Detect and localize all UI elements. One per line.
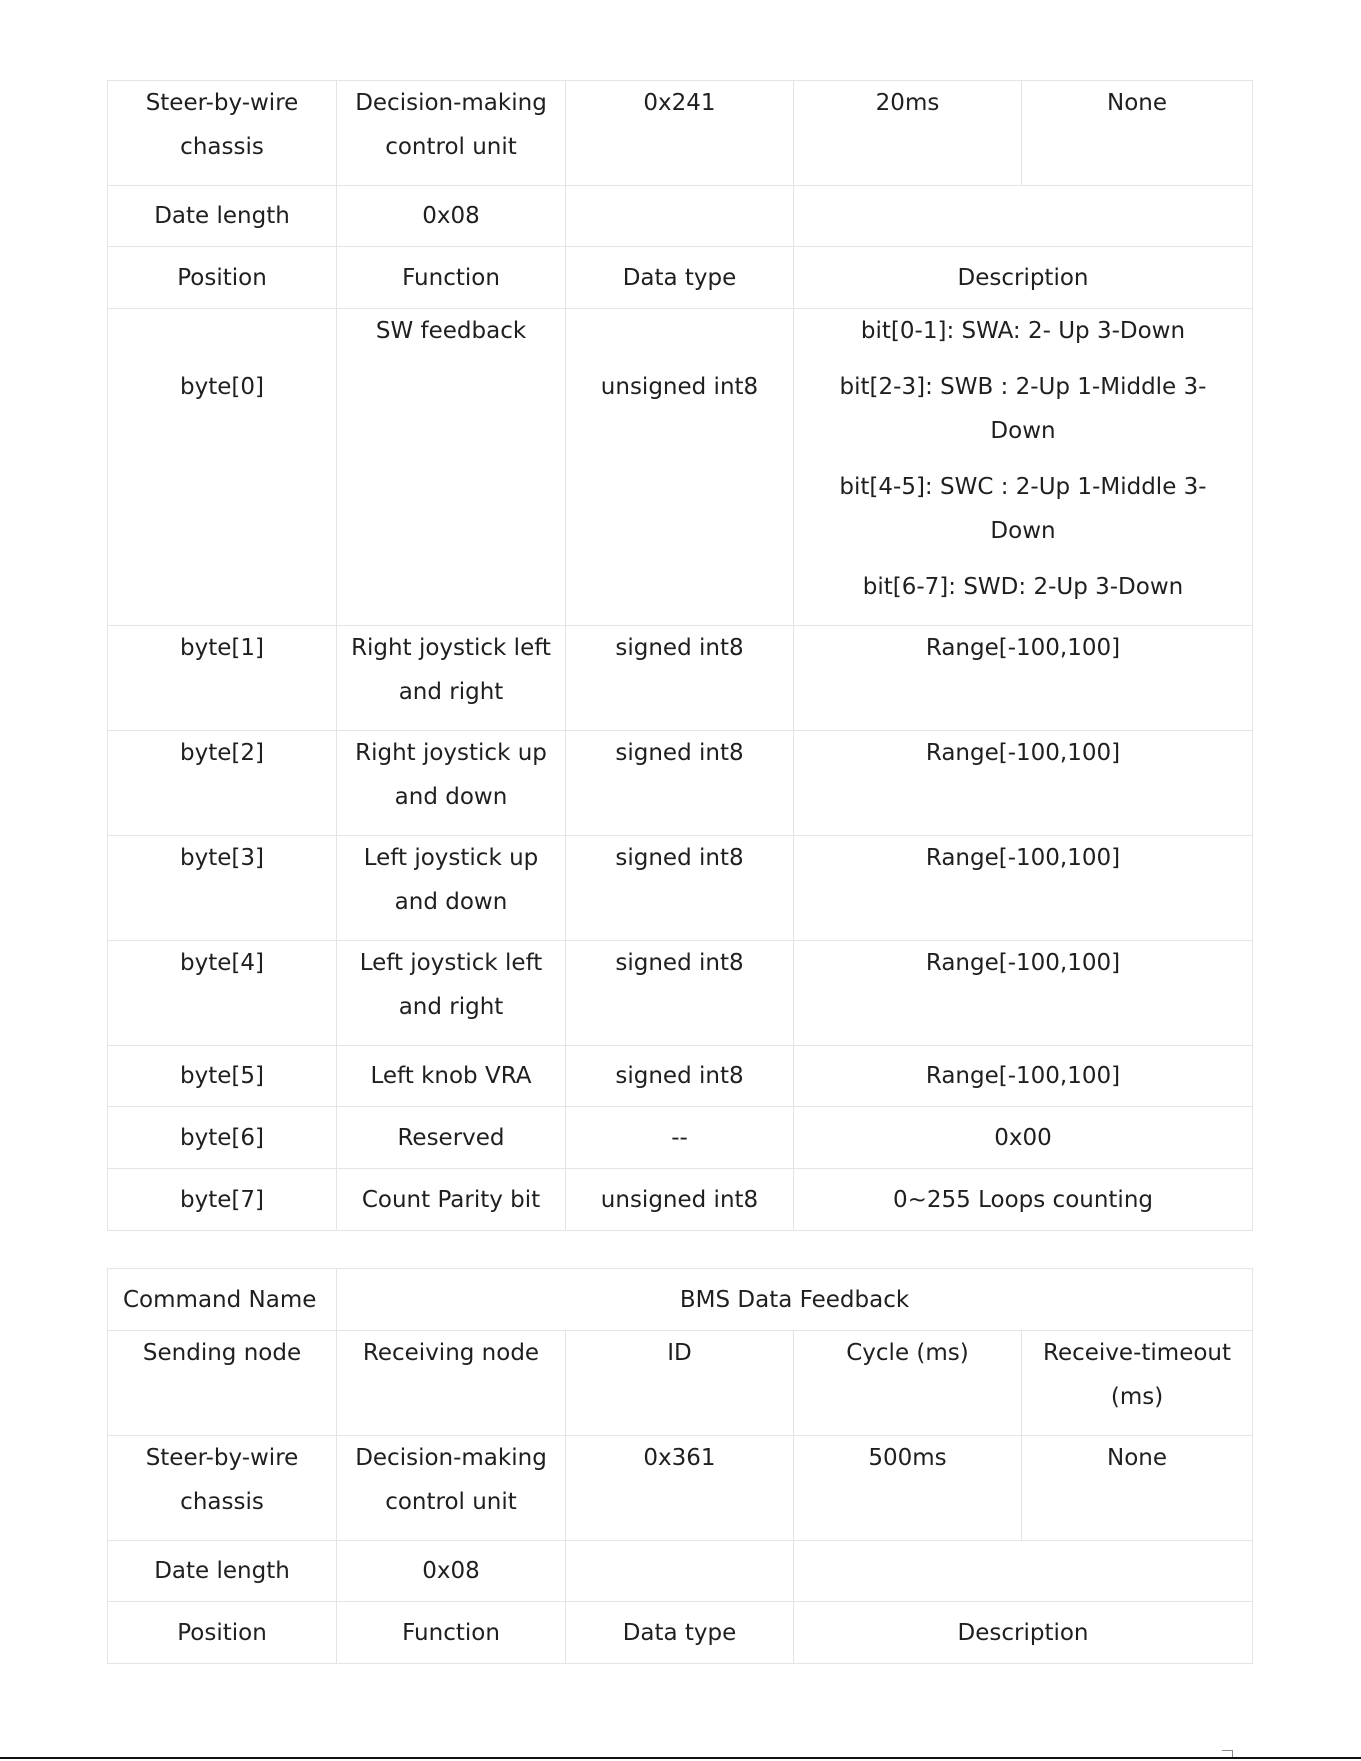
receiving-node-cell: Decision-making control unit bbox=[337, 81, 566, 186]
column-header-row bbox=[108, 247, 1253, 309]
column-header-position: Position bbox=[108, 1602, 337, 1664]
receive-timeout-cell: None bbox=[1022, 81, 1253, 186]
data-length-label: Date length bbox=[108, 186, 337, 247]
message-header-row bbox=[108, 81, 1253, 186]
column-header-description: Description bbox=[794, 1602, 1253, 1664]
description-cell: Range[-100,100] bbox=[794, 836, 1253, 941]
data-type-cell: unsigned int8 bbox=[566, 309, 794, 626]
message-id-cell: 0x361 bbox=[566, 1436, 794, 1541]
command-name-row bbox=[108, 1269, 1253, 1331]
message-header-row bbox=[108, 1436, 1253, 1541]
bit-description: bit[4-5]: SWC : 2-Up 1-Middle 3- Down bbox=[839, 474, 1207, 544]
table-row bbox=[108, 626, 1253, 731]
bit-description: bit[2-3]: SWB : 2-Up 1-Middle 3- Down bbox=[839, 374, 1207, 444]
column-header-description: Description bbox=[794, 247, 1253, 309]
data-length-label: Date length bbox=[108, 1541, 337, 1602]
function-cell: Reserved bbox=[337, 1107, 566, 1169]
command-name-label: Command Name bbox=[108, 1269, 337, 1331]
position-cell: byte[7] bbox=[108, 1169, 337, 1231]
data-type-cell: signed int8 bbox=[566, 731, 794, 836]
description-cell: 0~255 Loops counting bbox=[794, 1169, 1253, 1231]
description-cell: 0x00 bbox=[794, 1107, 1253, 1169]
column-header-function: Function bbox=[337, 247, 566, 309]
sending-node-cell: Steer-by-wire chassis bbox=[108, 1436, 337, 1541]
bit-description: bit[6-7]: SWD: 2-Up 3-Down bbox=[862, 574, 1184, 600]
table-row bbox=[108, 731, 1253, 836]
empty-cell bbox=[794, 1541, 1253, 1602]
data-type-cell: signed int8 bbox=[566, 836, 794, 941]
description-cell bbox=[794, 309, 1253, 626]
column-header-data-type: Data type bbox=[566, 1602, 794, 1664]
column-header-function: Function bbox=[337, 1602, 566, 1664]
cycle-header: Cycle (ms) bbox=[794, 1331, 1022, 1436]
column-header-position: Position bbox=[108, 247, 337, 309]
position-cell: byte[0] bbox=[108, 309, 337, 626]
description-cell: Range[-100,100] bbox=[794, 1046, 1253, 1107]
cycle-cell: 20ms bbox=[794, 81, 1022, 186]
function-cell: Left knob VRA bbox=[337, 1046, 566, 1107]
receiving-node-header: Receiving node bbox=[337, 1331, 566, 1436]
position-cell: byte[4] bbox=[108, 941, 337, 1046]
position-cell: byte[6] bbox=[108, 1107, 337, 1169]
function-cell: Left joystick up and down bbox=[337, 836, 566, 941]
page-corner-mark bbox=[1222, 1750, 1233, 1757]
function-cell: SW feedback bbox=[337, 309, 566, 626]
column-header-row bbox=[108, 1602, 1253, 1664]
data-type-cell: unsigned int8 bbox=[566, 1169, 794, 1231]
can-frame-table-bms bbox=[107, 1268, 1253, 1664]
position-cell: byte[1] bbox=[108, 626, 337, 731]
table-row-byte0 bbox=[108, 309, 1253, 626]
empty-cell bbox=[566, 1541, 794, 1602]
data-length-value: 0x08 bbox=[337, 1541, 566, 1602]
empty-cell bbox=[794, 186, 1253, 247]
table-row bbox=[108, 1107, 1253, 1169]
id-header: ID bbox=[566, 1331, 794, 1436]
data-type-cell: signed int8 bbox=[566, 626, 794, 731]
empty-cell bbox=[566, 186, 794, 247]
receive-timeout-cell: None bbox=[1022, 1436, 1253, 1541]
receiving-node-cell: Decision-making control unit bbox=[337, 1436, 566, 1541]
page-bottom-rule bbox=[0, 1757, 1361, 1759]
data-type-cell: signed int8 bbox=[566, 1046, 794, 1107]
position-cell: byte[5] bbox=[108, 1046, 337, 1107]
node-header-row bbox=[108, 1331, 1253, 1436]
data-length-row bbox=[108, 186, 1253, 247]
data-length-row bbox=[108, 1541, 1253, 1602]
command-name-value: BMS Data Feedback bbox=[337, 1269, 1253, 1331]
table-row bbox=[108, 1169, 1253, 1231]
column-header-data-type: Data type bbox=[566, 247, 794, 309]
receive-timeout-header: Receive-timeout (ms) bbox=[1022, 1331, 1253, 1436]
table-row bbox=[108, 941, 1253, 1046]
cycle-cell: 500ms bbox=[794, 1436, 1022, 1541]
sending-node-header: Sending node bbox=[108, 1331, 337, 1436]
table-row bbox=[108, 836, 1253, 941]
can-frame-table-0x241 bbox=[107, 80, 1253, 1231]
description-cell: Range[-100,100] bbox=[794, 941, 1253, 1046]
description-cell: Range[-100,100] bbox=[794, 731, 1253, 836]
table-row bbox=[108, 1046, 1253, 1107]
data-type-cell: signed int8 bbox=[566, 941, 794, 1046]
data-type-cell: -- bbox=[566, 1107, 794, 1169]
function-cell: Right joystick up and down bbox=[337, 731, 566, 836]
message-id-cell: 0x241 bbox=[566, 81, 794, 186]
function-cell: Right joystick left and right bbox=[337, 626, 566, 731]
data-length-value: 0x08 bbox=[337, 186, 566, 247]
function-cell: Left joystick left and right bbox=[337, 941, 566, 1046]
description-cell: Range[-100,100] bbox=[794, 626, 1253, 731]
bit-description: bit[0-1]: SWA: 2- Up 3-Down bbox=[860, 318, 1186, 344]
sending-node-cell: Steer-by-wire chassis bbox=[108, 81, 337, 186]
position-cell: byte[2] bbox=[108, 731, 337, 836]
function-cell: Count Parity bit bbox=[337, 1169, 566, 1231]
position-cell: byte[3] bbox=[108, 836, 337, 941]
